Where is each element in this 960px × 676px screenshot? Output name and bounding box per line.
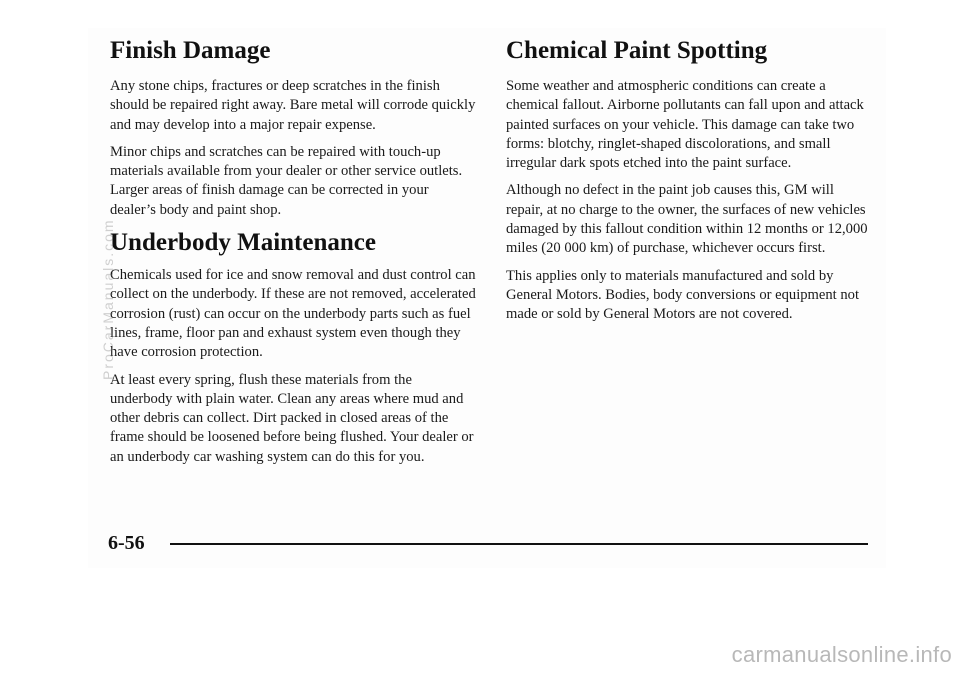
underbody-paragraph-1: Chemicals used for ice and snow removal and dust control can collect on the underbody. If these are not removed, accelerated corrosion (rust) can occur on the underbody parts such as fuel lines, frame, floor pan and exhaust system even though they have corrosion protection. xyxy=(110,267,476,361)
manual-page xyxy=(88,28,886,568)
footer-rule xyxy=(170,543,868,545)
finish-damage-paragraph-1: Any stone chips, fractures or deep scratches in the finish should be repaired right away. Bare metal will corrode quickly and may develop into a major repair expense. xyxy=(110,78,476,133)
chemical-spotting-paragraph-1: Some weather and atmospheric conditions can create a chemical fallout. Airborne pollutants can fall upon and attack painted surfaces on your vehicle. This damage can take two forms: blotchy, ringlet-shaped discolorations, and small irregular dark spots etched into the paint surface. xyxy=(506,78,864,172)
page-number: 6-56 xyxy=(108,532,145,554)
chemical-spotting-paragraph-3: This applies only to materials manufactured and sold by General Motors. Bodies, body conversions or equipment not made or sold by General Motors are not covered. xyxy=(506,267,860,323)
underbody-maintenance-heading: Underbody Maintenance xyxy=(110,229,376,257)
right-column xyxy=(506,28,872,333)
finish-damage-heading: Finish Damage xyxy=(110,37,271,64)
finish-damage-paragraph-2: Minor chips and scratches can be repaired with touch-up materials available from your dealer or other service outlets. Larger areas of finish damage can be corrected in your dealer’s body and paint shop. xyxy=(110,143,463,218)
site-watermark[interactable]: carmanualsonline.info xyxy=(731,642,952,667)
chemical-paint-spotting-heading: Chemical Paint Spotting xyxy=(506,37,768,64)
chemical-spotting-paragraph-2: Although no defect in the paint job causes this, GM will repair, at no charge to the owner, the surfaces of new vehicles damaged by this fallout condition within 12 months or 12,000 miles (20 000 km) of purchase, whichever occurs first. xyxy=(506,182,868,257)
page-footer xyxy=(108,531,868,561)
side-watermark: ProCarManuals.com xyxy=(100,218,116,380)
underbody-paragraph-2: At least every spring, flush these materials from the underbody with plain water. Clean any areas where mud and other debris can collect. Dirt packed in closed areas of the frame should be loosened before being flushed. Your dealer or an underbody car washing system can do this for you. xyxy=(110,371,474,465)
left-column xyxy=(110,28,476,475)
